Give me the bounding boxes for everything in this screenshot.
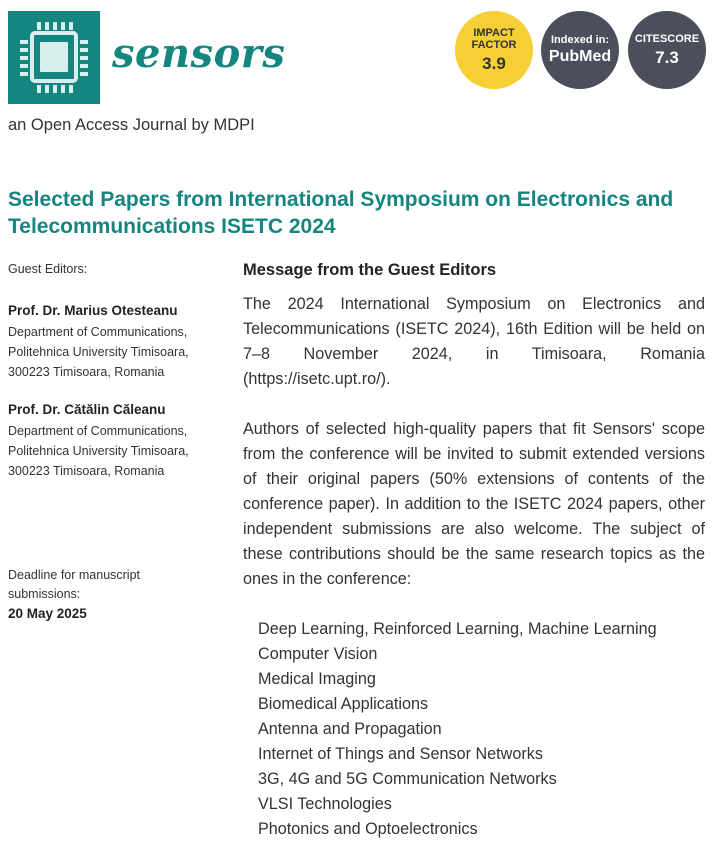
editor-name[interactable]: Prof. Dr. Cătălin Căleanu (8, 402, 166, 417)
editor-affiliation-line: 300223 Timisoara, Romania (8, 365, 165, 379)
submission-deadline (8, 566, 223, 621)
pubmed-label: Indexed in: (550, 34, 610, 46)
topic-item: Medical Imaging (258, 670, 376, 688)
impact-factor-label-1: IMPACT (473, 26, 515, 39)
journal-tagline: an Open Access Journal by MDPI (8, 116, 255, 134)
topic-item: Computer Vision (258, 645, 378, 663)
editor-affiliation-line: Department of Communications, (8, 325, 188, 339)
topic-item: 3G, 4G and 5G Communication Networks (258, 770, 557, 788)
editor-name[interactable]: Prof. Dr. Marius Otesteanu (8, 303, 178, 318)
citescore-value: 7.3 (655, 47, 679, 67)
editor-affiliation-line: Department of Communications, (8, 424, 188, 438)
topic-item: Photonics and Optoelectronics (258, 820, 478, 838)
editor-affiliation-line: Politehnica University Timisoara, (8, 345, 189, 359)
guest-editors-sidebar (8, 262, 223, 481)
citescore-badge[interactable] (628, 11, 706, 89)
deadline-date: 20 May 2025 (8, 606, 87, 621)
topics-list (258, 617, 705, 842)
impact-factor-badge[interactable] (455, 11, 533, 89)
topic-item: VLSI Technologies (258, 795, 392, 813)
impact-factor-value: 3.9 (482, 53, 506, 73)
topic-item: Deep Learning, Reinforced Learning, Machine Learning (258, 620, 657, 638)
pubmed-value: PubMed (548, 48, 612, 65)
impact-factor-label-2: FACTOR (471, 38, 517, 51)
topic-item: Biomedical Applications (258, 695, 429, 713)
guest-editors-message (243, 261, 705, 842)
citescore-label: CITESCORE (634, 32, 700, 45)
pubmed-badge[interactable] (541, 11, 619, 89)
journal-name: sensors (112, 30, 286, 77)
journal-logo (8, 11, 100, 104)
message-paragraph: Authors of selected high-quality papers that fit Sensors' scope from the conference will be invited to submit extended versions of their original papers (50% extensions of contents of the conference paper). In addition to the ISETC 2024 papers, other independent submissions are also welcome. The subject of these contributions should be the same research topics as the ones in the conference: (243, 420, 705, 588)
message-paragraph: The 2024 International Symposium on Electronics and Telecommunications (ISETC 2024), 16th Edition will be held on 7–8 November 2024, in Timisoara, Romania (https://isetc.upt.ro/). (243, 295, 705, 388)
editor-affiliation-line: Politehnica University Timisoara, (8, 444, 189, 458)
topic-item: Antenna and Propagation (258, 720, 442, 738)
editor-affiliation-line: 300223 Timisoara, Romania (8, 464, 165, 478)
message-heading: Message from the Guest Editors (243, 261, 497, 279)
special-issue-title: Selected Papers from International Symposium on Electronics and Telecommunications ISETC 2024 (8, 188, 674, 238)
chip-icon (8, 11, 100, 104)
editor-card (8, 402, 223, 481)
topic-item: Internet of Things and Sensor Networks (258, 745, 543, 763)
deadline-label: submissions: (8, 587, 81, 601)
deadline-label: Deadline for manuscript (8, 568, 141, 582)
editor-card (8, 303, 223, 382)
guest-editors-label: Guest Editors: (8, 262, 88, 276)
